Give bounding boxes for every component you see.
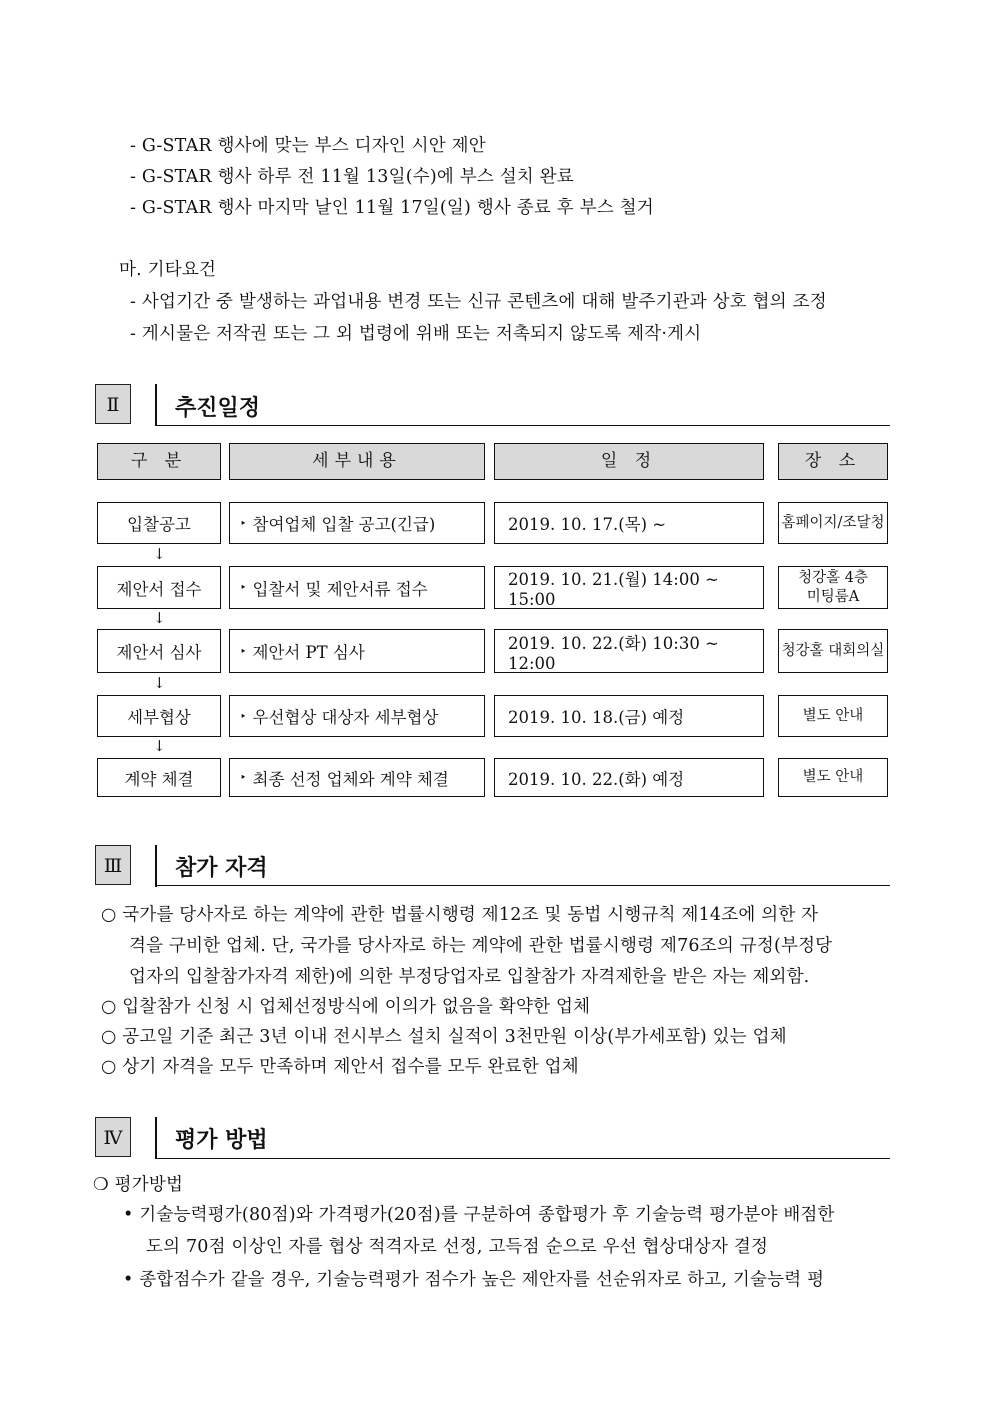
qualification-item-cont: 업자의 입찰참가자격 제한)에 의한 부정당업자로 입찰참가 자격제한을 받은 자는 제외함. — [129, 967, 810, 987]
qualification-item: ○ 상기 자격을 모두 만족하며 제안서 접수를 모두 완료한 업체 — [101, 1057, 579, 1077]
schedule-date: 2019. 10. 22.(화) 10:30 ~ 12:00 — [494, 629, 764, 673]
schedule-stage: 입찰공고 — [97, 502, 221, 544]
other-bullet: - 사업기간 중 발생하는 과업내용 변경 또는 신규 콘텐츠에 대해 발주기관과 상호 협의 조정 — [130, 292, 827, 312]
schedule-detail — [229, 695, 485, 737]
qualification-item: ○ 입찰참가 신청 시 업체선정방식에 이의가 없음을 확약한 업체 — [101, 997, 591, 1017]
other-bullet: - 게시물은 저작권 또는 그 외 법령에 위배 또는 저촉되지 않도록 제작·게시 — [130, 324, 702, 344]
down-arrow-icon: ↓ — [153, 545, 166, 563]
schedule-detail-text: 최종 선정 업체와 계약 체결 — [252, 769, 449, 789]
section-4-title: 평가 방법 — [175, 1127, 268, 1153]
intro-bullet: - G-STAR 행사 마지막 날인 11월 17일(일) 행사 종료 후 부스 철거 — [130, 198, 654, 218]
section-rule — [155, 1158, 890, 1159]
qualification-item-cont: 격을 구비한 업체. 단, 국가를 당사자로 하는 계약에 관한 법률시행령 제76조의 규정(부정당 — [129, 936, 833, 956]
schedule-stage: 세부협상 — [97, 695, 221, 737]
triangle-bullet-icon: ‣ — [240, 644, 247, 658]
schedule-detail-text: 제안서 PT 심사 — [252, 643, 365, 662]
evaluation-item: • 기술능력평가(80점)와 가격평가(20점)를 구분하여 종합평가 후 기술능력 평가분야 배점한 — [123, 1205, 835, 1225]
evaluation-item-cont: 도의 70점 이상인 자를 협상 적격자로 선정, 고득점 순으로 우선 협상대상자 결정 — [146, 1237, 769, 1257]
down-arrow-icon: ↓ — [153, 737, 166, 755]
schedule-place: 별도 안내 — [778, 695, 888, 737]
header-stage: 구 분 — [97, 443, 221, 480]
schedule-place: 홈페이지/조달청 — [778, 502, 888, 544]
schedule-detail — [229, 502, 485, 544]
section-4-number: Ⅳ — [95, 1117, 131, 1157]
section-divider — [155, 384, 157, 426]
other-requirements-heading: 마. 기타요건 — [119, 260, 217, 280]
schedule-detail — [229, 758, 485, 797]
schedule-date: 2019. 10. 22.(화) 예정 — [494, 758, 764, 797]
section-2-number: Ⅱ — [95, 384, 131, 424]
section-3-number: Ⅲ — [95, 845, 131, 885]
schedule-stage: 제안서 접수 — [97, 566, 221, 609]
section-rule — [155, 885, 890, 886]
schedule-place: 청강홀 대회의실 — [778, 629, 888, 673]
schedule-date: 2019. 10. 18.(금) 예정 — [494, 695, 764, 737]
section-divider — [155, 845, 157, 887]
schedule-detail-text: 우선협상 대상자 세부협상 — [252, 708, 439, 727]
triangle-bullet-icon: ‣ — [240, 709, 247, 723]
schedule-date: 2019. 10. 21.(월) 14:00 ~ 15:00 — [494, 566, 764, 609]
schedule-stage: 계약 체결 — [97, 758, 221, 797]
section-2-title: 추진일정 — [175, 395, 261, 421]
evaluation-item: • 종합점수가 같을 경우, 기술능력평가 점수가 높은 제안자를 선순위자로 하고, 기술능력 평 — [123, 1270, 825, 1290]
down-arrow-icon: ↓ — [153, 674, 166, 692]
header-date: 일 정 — [494, 443, 764, 480]
intro-bullet: - G-STAR 행사 하루 전 11월 13일(수)에 부스 설치 완료 — [130, 167, 574, 187]
schedule-detail — [229, 629, 485, 673]
schedule-detail — [229, 566, 485, 609]
triangle-bullet-icon: ‣ — [240, 581, 247, 594]
section-rule — [155, 425, 890, 426]
qualification-item: ○ 국가를 당사자로 하는 계약에 관한 법률시행령 제12조 및 동법 시행규칙 제14조에 의한 자 — [101, 905, 819, 925]
triangle-bullet-icon: ‣ — [240, 771, 247, 784]
schedule-detail-text: 참여업체 입찰 공고(긴급) — [252, 515, 436, 534]
section-3-title: 참가 자격 — [175, 855, 268, 881]
down-arrow-icon: ↓ — [153, 609, 166, 627]
section-divider — [155, 1117, 157, 1159]
schedule-detail-text: 입찰서 및 제안서류 접수 — [252, 579, 428, 599]
intro-bullet: - G-STAR 행사에 맞는 부스 디자인 시안 제안 — [130, 136, 486, 156]
header-detail: 세부내용 — [229, 443, 485, 480]
evaluation-heading: ❍ 평가방법 — [93, 1175, 184, 1195]
header-place: 장 소 — [778, 443, 888, 480]
triangle-bullet-icon: ‣ — [240, 516, 247, 530]
qualification-item: ○ 공고일 기준 최근 3년 이내 전시부스 설치 실적이 3천만원 이상(부가세포함) 있는 업체 — [101, 1027, 787, 1047]
schedule-place: 별도 안내 — [778, 758, 888, 797]
schedule-place: 청강홀 4층 미팅룸A — [778, 566, 888, 609]
schedule-stage: 제안서 심사 — [97, 629, 221, 673]
schedule-date: 2019. 10. 17.(목) ~ — [494, 502, 764, 544]
